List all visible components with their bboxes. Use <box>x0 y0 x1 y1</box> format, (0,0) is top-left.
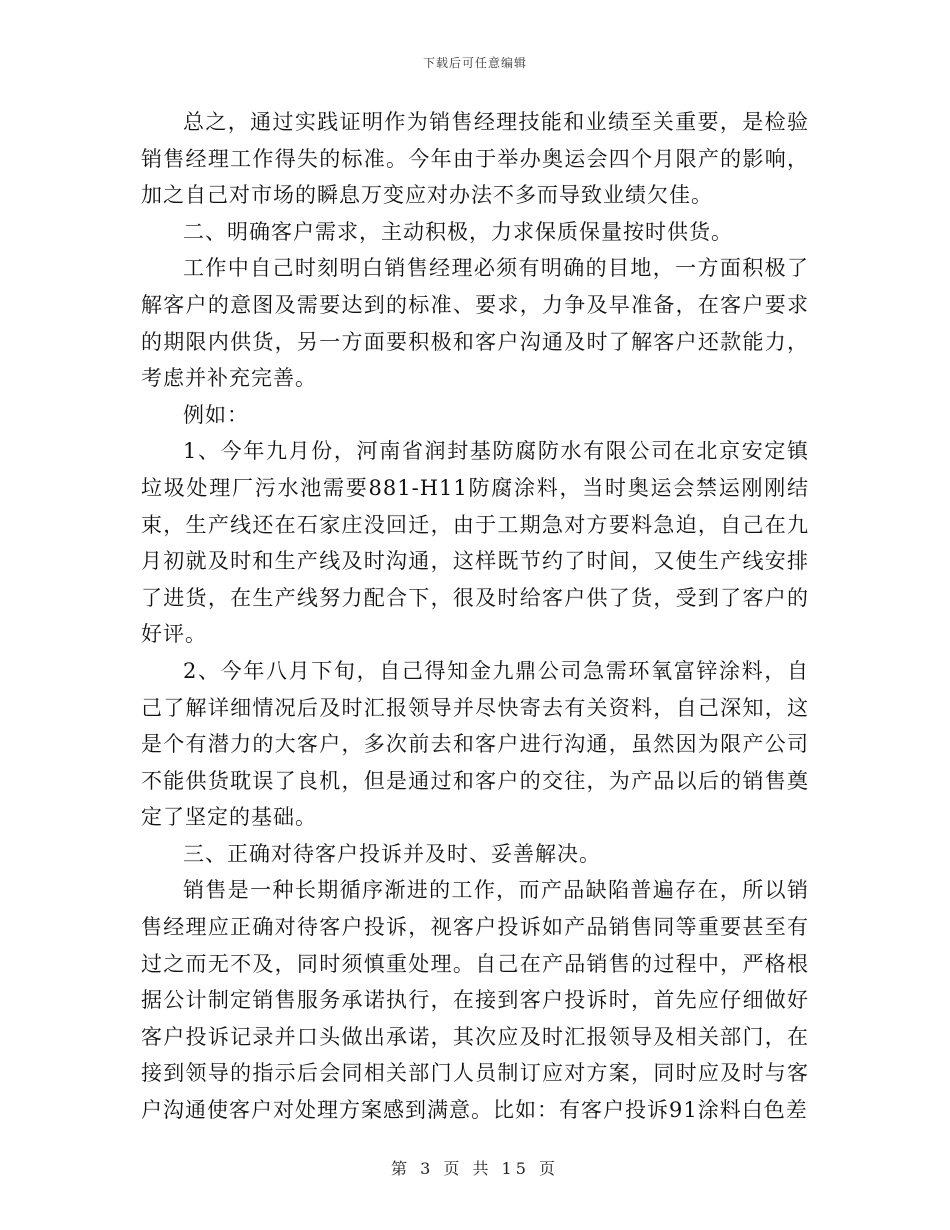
section-heading-2: 二、明确客户需求，主动积极，力求保质保量按时供货。 <box>183 219 733 244</box>
document-body <box>141 104 809 1129</box>
paragraph-section-2: 工作中自己时刻明白销售经理必须有明确的目地，一方面积极了解客户的意图及需要达到的标准、要求，力争及早准备，在客户要求的期限内供货，另一方面要积极和客户沟通及时了解客户还款能力，考虑并补充完善。 <box>141 256 809 391</box>
page-number: 第 3 页 共 15 页 <box>391 1159 559 1178</box>
paragraph-summary: 总之，通过实践证明作为销售经理技能和业绩至关重要，是检验销售经理工作得失的标准。今年由于举办奥运会四个月限产的影响，加之自己对市场的瞬息万变应对办法不多而导致业绩欠佳。 <box>141 110 809 208</box>
page-header: 下载后可任意编辑 <box>422 56 527 70</box>
paragraph-example-intro: 例如： <box>183 402 249 427</box>
paragraph-example-2: 2、今年八月下旬，自己得知金九鼎公司急需环氧富锌涂料，自己了解详细情况后及时汇报领导并尽快寄去有关资料，自己深知，这是个有潜力的大客户，多次前去和客户进行沟通，虽然因为限产公司不能供货耽误了良机，但是通过和客户的交往，为产品以后的销售奠定了坚定的基础。 <box>141 658 809 830</box>
paragraph-example-1: 1、今年九月份，河南省润封基防腐防水有限公司在北京安定镇垃圾处理厂污水池需要881-H11防腐涂料，当时奥运会禁运刚刚结束，生产线还在石家庄没回迁，由于工期急对方要料急迫，自己在九月初就及时和生产线及时沟通，这样既节约了时间，又使生产线安排了进货，在生产线努力配合下，很及时给客户供了货，受到了客户的好评。 <box>141 439 809 647</box>
paragraph-section-3: 销售是一种长期循序渐进的工作，而产品缺陷普遍存在，所以销售经理应正确对待客户投诉，视客户投诉如产品销售同等重要甚至有过之而无不及，同时须慎重处理。自己在产品销售的过程中，严格根据公计制定销售服务承诺执行，在接到客户投诉时，首先应仔细做好客户投诉记录并口头做出承诺，其次应及时汇报领导及相关部门，在接到领导的指示后会同相关部门人员制订应对方案，同时应及时与客户沟通使客户对处理方案感到满意。比如：有客户投诉91涂料白色差 <box>141 878 809 1123</box>
section-heading-3: 三、正确对待客户投诉并及时、妥善解决。 <box>183 841 601 866</box>
